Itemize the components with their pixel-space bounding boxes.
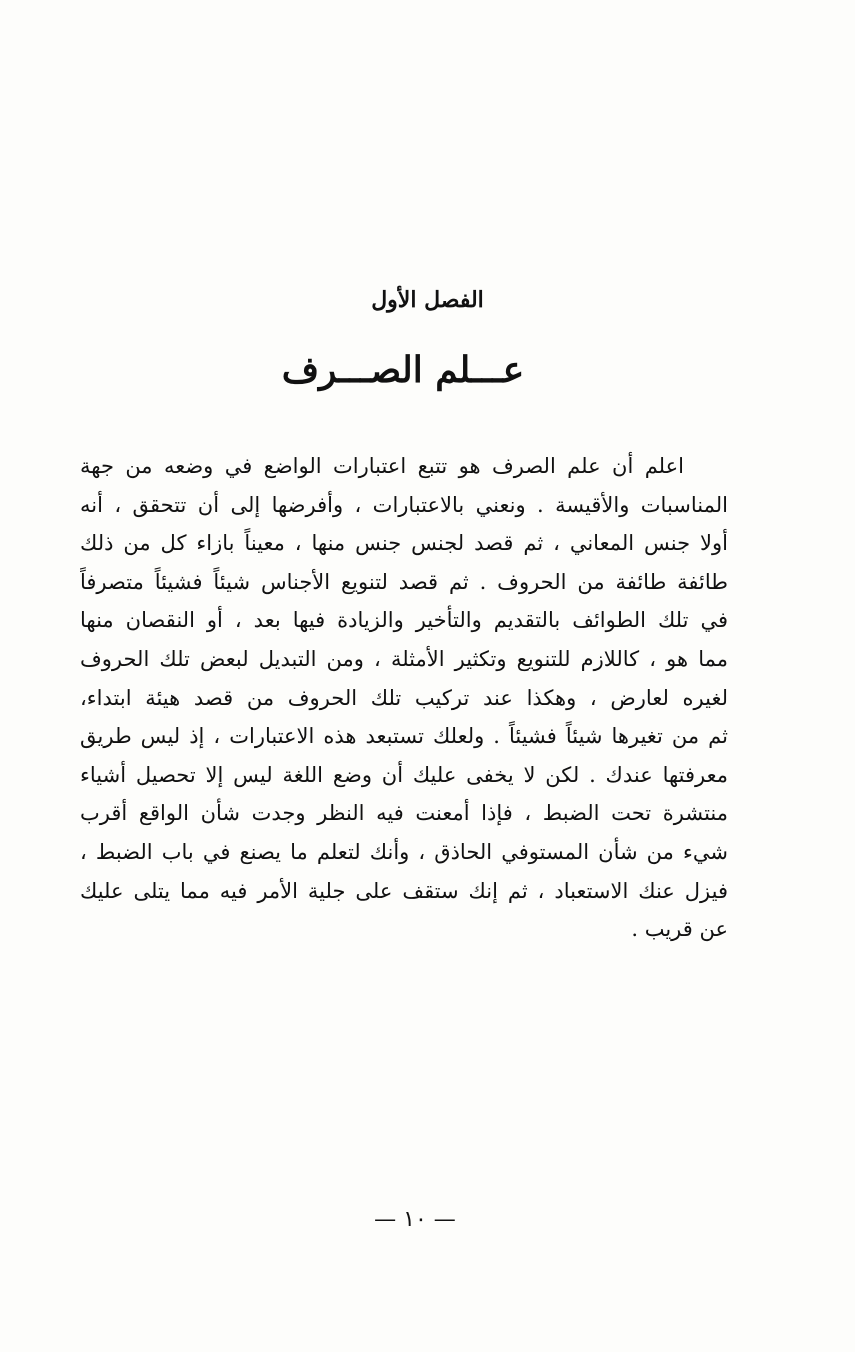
body-line: المناسبات والأقيسة . ونعني بالاعتبارات ، وأفرضها إلى أن تتحقق ، أنه [80, 492, 728, 517]
chapter-title: عـــلم الصـــرف [281, 349, 525, 391]
body-line: ثم من تغيرها شيئاً فشيئاً . ولعلك تستبعد هذه الاعتبارات ، إذ ليس طريق [80, 724, 728, 749]
body-line: شيء من شأن المستوفي الحاذق ، وأنك لتعلم ما يصنع في باب الضبط ، [80, 839, 728, 864]
body-line: منتشرة تحت الضبط ، فإذا أمعنت فيه النظر وجدت شأن الواقع أقرب [80, 801, 728, 826]
body-line: أولا جنس المعاني ، ثم قصد لجنس جنس منها ، معيناً بازاء كل من ذلك [80, 531, 728, 556]
body-line: معرفتها عندك . لكن لا يخفى عليك أن وضع اللغة ليس إلا تحصيل أشياء [80, 762, 728, 787]
body-line: فيزل عنك الاستعباد ، ثم إنك ستقف على جلية الأمر فيه مما يتلى عليك [80, 878, 728, 903]
page-number: — ١٠ — [374, 1207, 456, 1232]
chapter-label: الفصل الأول [371, 287, 484, 313]
body-line: مما هو ، كاللازم للتنويع وتكثير الأمثلة ، ومن التبديل لبعض تلك الحروف [80, 646, 728, 671]
body-line: طائفة طائفة من الحروف . ثم قصد لتنويع الأجناس شيئاً فشيئاً متصرفاً [80, 569, 728, 594]
body-line: لغيره لعارض ، وهكذا عند تركيب تلك الحروف من قصد هيئة ابتداء، [80, 685, 728, 710]
body-line: اعلم أن علم الصرف هو تتبع اعتبارات الواضع في وضعه من جهة [80, 454, 684, 478]
body-line: في تلك الطوائف بالتقديم والتأخير والزيادة فيها بعد ، أو النقصان منها [80, 608, 728, 633]
body-paragraph [80, 447, 728, 949]
body-line: عن قريب . [631, 917, 728, 942]
